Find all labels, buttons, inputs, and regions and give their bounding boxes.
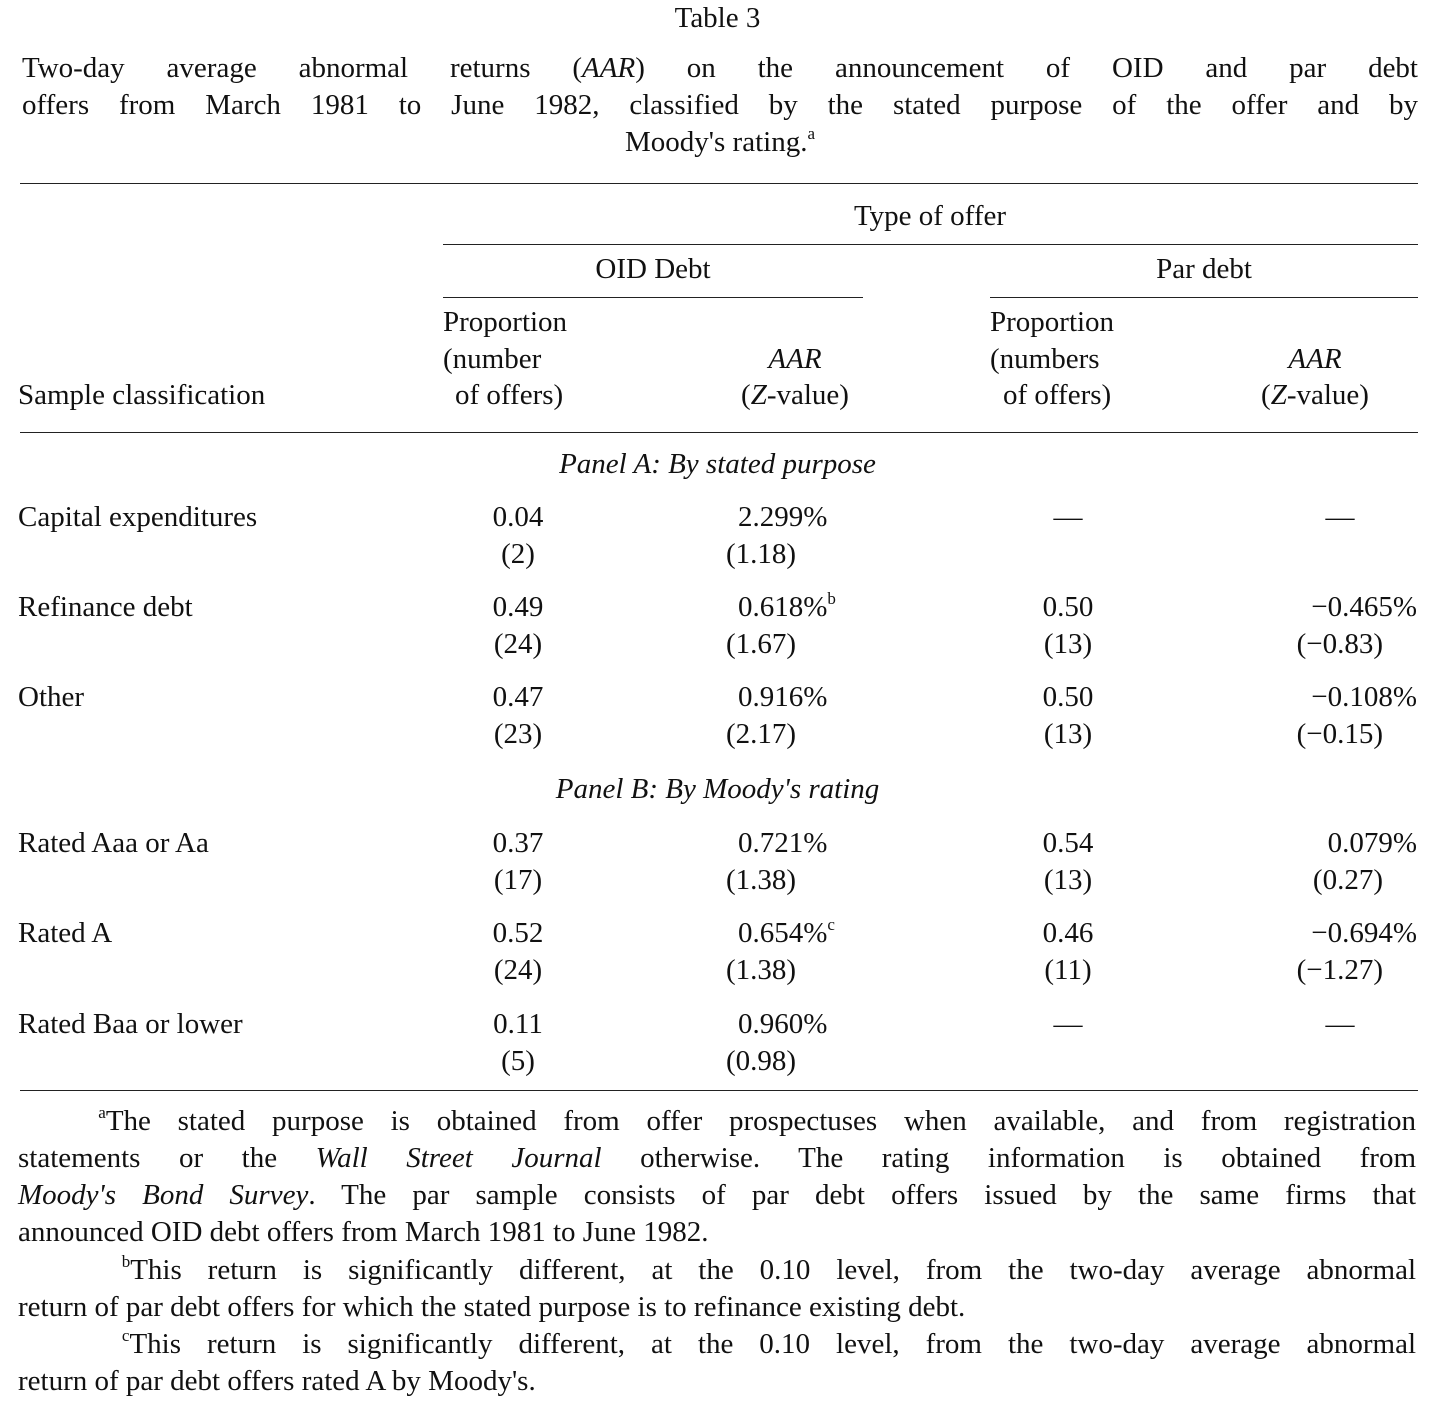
- table-row: [0, 915, 1435, 995]
- table-caption: [22, 50, 1418, 161]
- oid-z-value: (1.38): [726, 954, 797, 986]
- par-aar-value: −0.694%: [1311, 917, 1417, 949]
- oid-z-value: (1.67): [726, 628, 797, 660]
- sample-classification-header: Sample classification: [18, 379, 266, 411]
- oid-proportion: 0.47: [492, 681, 544, 713]
- top-rule: [20, 183, 1418, 184]
- caption-line-1: Two-day average abnormal returns (AAR) on the announcement of OID and par debt: [22, 52, 1418, 84]
- type-of-offer-rule: [443, 244, 1418, 245]
- row-label: Refinance debt: [18, 591, 193, 623]
- par-proportion: 0.50: [1042, 591, 1094, 623]
- oid-proportion: 0.52: [492, 917, 544, 949]
- row-label: Rated A: [18, 917, 113, 949]
- par-zvalue-header: (Z-value): [1261, 379, 1369, 411]
- type-of-offer-header: Type of offer: [853, 200, 1007, 232]
- row-label: Rated Aaa or Aa: [18, 827, 209, 859]
- oid-aar-value: 2.299%: [738, 501, 828, 533]
- oid-z-value: (1.38): [726, 864, 797, 896]
- par-z-value: (−0.83): [1296, 628, 1383, 660]
- oid-zvalue-header: (Z-value): [741, 379, 849, 411]
- oid-proportion: 0.04: [492, 501, 544, 533]
- oid-count: (5): [501, 1045, 535, 1077]
- par-aar-value: −0.465%: [1311, 591, 1417, 623]
- par-proportion: —: [1053, 1008, 1083, 1040]
- oid-debt-rule: [443, 297, 863, 298]
- par-count: (13): [1043, 718, 1093, 750]
- par-aar-value: —: [1325, 1008, 1355, 1040]
- footnote-a: [18, 1103, 1416, 1251]
- par-count: (13): [1043, 628, 1093, 660]
- panel-b-title: Panel B: By Moody's rating: [555, 773, 880, 805]
- oid-count: (17): [493, 864, 543, 896]
- oid-count: (23): [493, 718, 543, 750]
- par-count: (13): [1043, 864, 1093, 896]
- oid-count: (24): [493, 628, 543, 660]
- footnote-b-line-1: $^b$This return is significantly different, at the 0.10 level, from the two-day average abnormal: [121, 1252, 1417, 1286]
- footnote-c-line-1: $^c$This return is significantly different, at the 0.10 level, from the two-day average abnormal: [121, 1326, 1417, 1360]
- par-prop-header-2: (numbers: [990, 343, 1100, 375]
- par-prop-header-1: Proportion: [990, 306, 1115, 338]
- oid-proportion: 0.49: [492, 591, 544, 623]
- footnote-c: [18, 1326, 1416, 1400]
- footnote-a-line-2: statements or the Wall Street Journal otherwise. The rating information is obtained from: [18, 1142, 1416, 1174]
- oid-aar-value: 0.960%: [738, 1008, 828, 1040]
- footnote-c-line-2: return of par debt offers rated A by Moody's.: [18, 1365, 536, 1397]
- par-z-value: (0.27): [1312, 864, 1383, 896]
- footnote-a-line-4: announced OID debt offers from March 1981 to June 1982.: [18, 1216, 709, 1248]
- par-aar-header: AAR: [1288, 343, 1342, 375]
- row-label: Other: [18, 681, 85, 713]
- par-aar-value: 0.079%: [1327, 827, 1417, 859]
- oid-prop-header-3: of offers): [455, 379, 564, 411]
- oid-proportion: 0.11: [493, 1008, 543, 1040]
- oid-count: (24): [493, 954, 543, 986]
- oid-prop-header-1: Proportion: [443, 306, 568, 338]
- oid-aar-value: 0.721%: [738, 827, 828, 859]
- oid-proportion: 0.37: [492, 827, 544, 859]
- bottom-rule: [20, 1090, 1418, 1091]
- par-aar-value: −0.108%: [1311, 681, 1417, 713]
- par-z-value: (−0.15): [1296, 718, 1383, 750]
- par-proportion: 0.46: [1042, 917, 1094, 949]
- footnote-a-line-1: $^a$The stated purpose is obtained from offer prospectuses when available, and from registration: [98, 1103, 1416, 1137]
- table-row: [0, 1006, 1435, 1086]
- par-debt-rule: [990, 297, 1418, 298]
- par-proportion: 0.54: [1042, 827, 1094, 859]
- table-row: [0, 679, 1435, 759]
- footnote-b-line-2: return of par debt offers for which the stated purpose is to refinance existing debt.: [18, 1291, 966, 1323]
- par-proportion: —: [1053, 501, 1083, 533]
- par-debt-header: Par debt: [1156, 253, 1252, 285]
- caption-line-3: Moody's rating.$^a$: [625, 124, 815, 158]
- par-aar-value: —: [1325, 501, 1355, 533]
- footnote-a-line-3: Moody's Bond Survey. The par sample consists of par debt offers issued by the same firms that: [18, 1179, 1416, 1211]
- table-row: [0, 499, 1435, 579]
- header-bottom-rule: [20, 432, 1418, 433]
- par-count: (11): [1044, 954, 1092, 986]
- oid-debt-header: OID Debt: [595, 253, 711, 285]
- oid-aar-header: AAR: [768, 343, 822, 375]
- oid-aar-value: 0.618%$^b$: [738, 589, 836, 623]
- oid-aar-value: 0.916%: [738, 681, 828, 713]
- oid-z-value: (1.18): [726, 538, 797, 570]
- par-prop-header-3: of offers): [1003, 379, 1112, 411]
- oid-count: (2): [501, 538, 535, 570]
- panel-a-title: Panel A: By stated purpose: [559, 448, 876, 480]
- table-row: [0, 825, 1435, 905]
- caption-line-2: offers from March 1981 to June 1982, classified by the stated purpose of the offer and by: [22, 89, 1418, 121]
- table-row: [0, 589, 1435, 669]
- row-label: Rated Baa or lower: [18, 1008, 243, 1040]
- oid-z-value: (2.17): [726, 718, 797, 750]
- table-number: Table 3: [674, 2, 761, 34]
- row-label: Capital expenditures: [18, 501, 258, 533]
- oid-z-value: (0.98): [726, 1045, 797, 1077]
- oid-aar-value: 0.654%$^c$: [738, 915, 835, 949]
- par-z-value: (−1.27): [1296, 954, 1383, 986]
- par-proportion: 0.50: [1042, 681, 1094, 713]
- footnote-b: [18, 1252, 1416, 1326]
- oid-prop-header-2: (number: [443, 343, 542, 375]
